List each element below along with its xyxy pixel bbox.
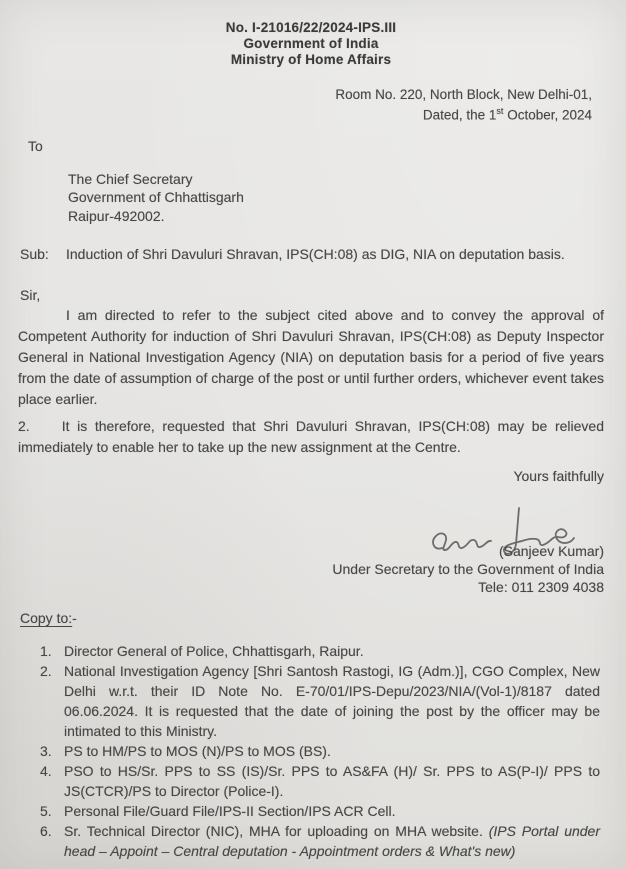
copy-item-number: 2.: [40, 663, 52, 679]
copy-item-6: [18, 821, 604, 861]
copy-item-number: 5.: [40, 803, 52, 819]
subject-line: [18, 245, 604, 263]
recipient-city: Raipur-492002.: [68, 207, 165, 224]
signature-block: [18, 504, 604, 596]
body-paragraph-2: [18, 416, 604, 458]
body-paragraph-2-text: It is therefore, requested that Shri Davuluri Shravan, IPS(CH:08) may be relieved immediately to enable her to take up the new assignment at the Centre.: [18, 418, 604, 455]
org-name: Government of India: [243, 36, 379, 51]
copy-item-3: [18, 741, 604, 761]
signatory-name: (Sanjeev Kumar): [498, 543, 604, 559]
copy-item-number: 1.: [40, 643, 52, 659]
date-ordinal: st: [496, 106, 504, 116]
complimentary-close: Yours faithfully: [513, 468, 604, 484]
letter-date: [18, 103, 592, 124]
copy-item-text-regular: Sr. Technical Director (NIC), MHA for uploading on MHA website.: [64, 823, 489, 839]
copy-item-text-italic: (IPS Portal under head – Appoint – Central deputation - Appointment orders & What's new): [64, 823, 601, 859]
copy-item-5: [18, 801, 604, 821]
copy-to-dash: -: [72, 610, 77, 626]
date-text: Dated, the 1: [422, 107, 497, 123]
copy-to-list: [18, 641, 604, 861]
ministry-name: Ministry of Home Affairs: [230, 52, 392, 67]
to-label: To: [28, 137, 43, 154]
subject-text: Induction of Shri Davuluri Shravan, IPS(CH:08) as DIG, NIA on deputation basis.: [66, 246, 565, 262]
copy-item-text: Director General of Police, Chhattisgarh, Raipur.: [64, 643, 364, 659]
copy-item-text: National Investigation Agency [Shri Santosh Rastogi, IG (Adm.)], CGO Complex, New Delhi w.r.t. their ID Note No. E-70/01/IPS-Depu/2023/NIA/(Vol-1)/8187 dated 06.06.2024. It is requested that the date of joining the post by the officer may be intimated to this Ministry.: [64, 663, 600, 739]
copy-item-number: 6.: [40, 823, 52, 839]
copy-item-text: Personal File/Guard File/IPS-II Section/IPS ACR Cell.: [64, 803, 396, 819]
signatory-telephone: Tele: 011 2309 4038: [478, 579, 604, 595]
recipient-org: Government of Chhattisgarh: [68, 189, 244, 205]
copy-to-heading: [20, 610, 604, 627]
copy-to-label: Copy to:: [20, 610, 73, 626]
copy-item-1: [18, 641, 604, 661]
copy-item-number: 4.: [40, 763, 52, 779]
recipient-block: [68, 170, 604, 226]
subject-label: Sub:: [20, 246, 49, 262]
copy-item-text: PSO to HS/Sr. PPS to SS (IS)/Sr. PPS to AS&FA (H)/ Sr. PPS to AS(P-I)/ PPS to JS(CTCR)/PS to Director (Police-I).: [64, 763, 600, 799]
letter-header: [18, 20, 604, 68]
copy-item-text: PS to HM/PS to MOS (N)/PS to MOS (BS).: [64, 743, 331, 759]
copy-item-2: [18, 661, 604, 741]
salutation: Sir,: [20, 287, 41, 303]
copy-item-4: [18, 761, 604, 801]
paragraph-number: 2.: [18, 418, 30, 434]
reference-number: No. I-21016/22/2024-IPS.III: [225, 20, 397, 35]
date-text-suffix: October, 2024: [503, 107, 592, 123]
copy-item-number: 3.: [40, 743, 52, 759]
office-address: Room No. 220, North Block, New Delhi-01,: [335, 87, 592, 102]
body-paragraph-1: I am directed to refer to the subject cited above and to convey the approval of Competent Authority for induction of Shri Davuluri Shravan, IPS(CH:08) as Deputy Inspector General in National Investigation Agency (NIA) on deputation basis for a period of five years from the date of assumption of charge of the post or until further orders, whichever event takes place earlier.: [18, 307, 604, 407]
recipient-title: The Chief Secretary: [68, 170, 193, 187]
office-address-block: [18, 86, 592, 124]
copy-item-text: [64, 821, 604, 861]
signatory-title: Under Secretary to the Government of India: [332, 561, 604, 577]
